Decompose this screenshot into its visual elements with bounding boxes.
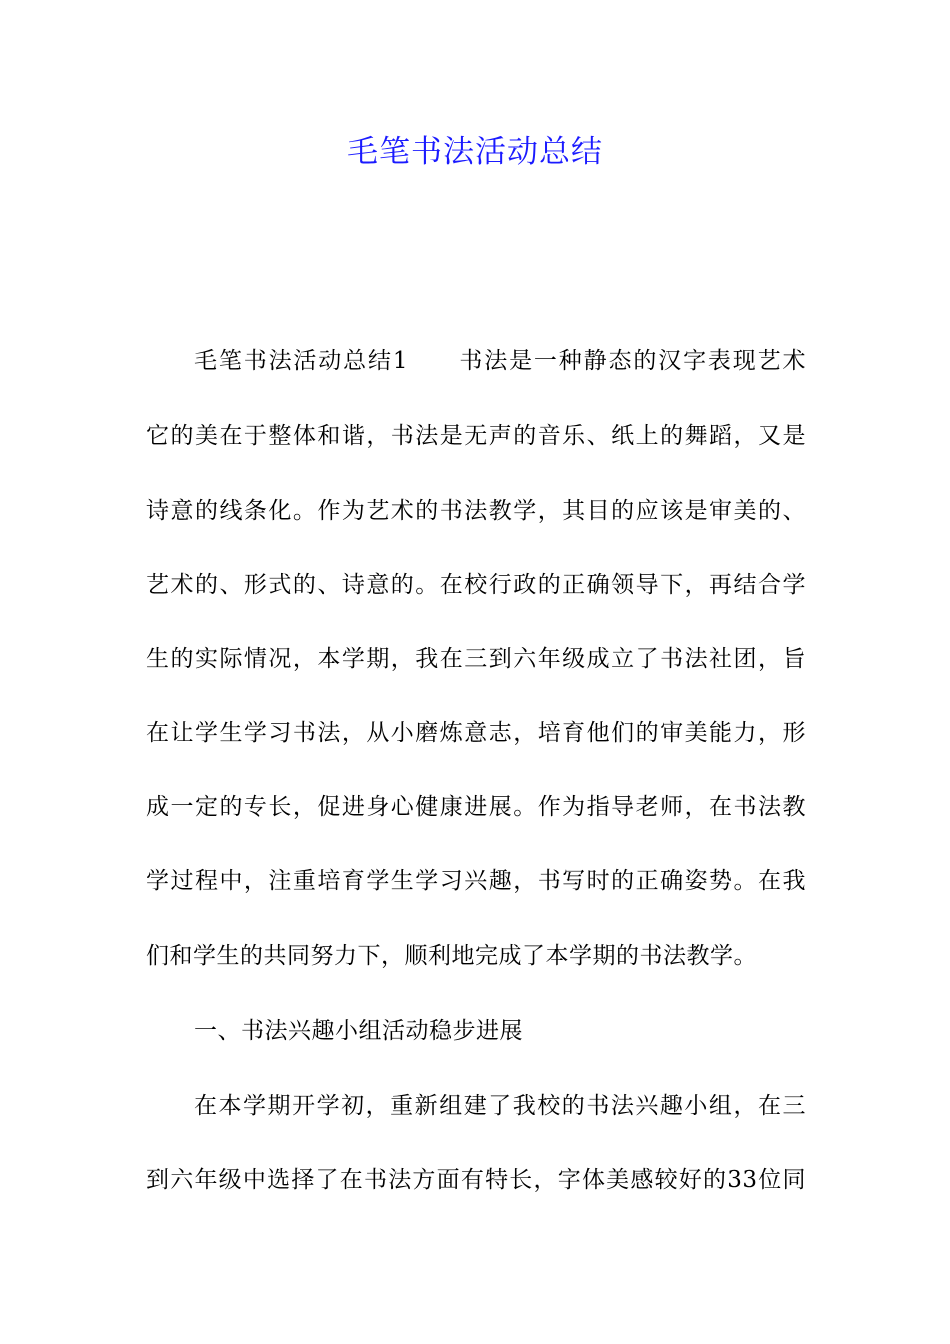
paragraph-line: 在让学生学习书法，从小磨炼意志，培育他们的审美能力，形 <box>146 720 806 746</box>
paragraph-line: 成一定的专长，促进身心健康进展。作为指导老师，在书法教 <box>146 794 806 820</box>
paragraph-line: 生的实际情况，本学期，我在三到六年级成立了书法社团，旨 <box>146 646 806 672</box>
paragraph-line: 们和学生的共同努力下，顺利地完成了本学期的书法教学。 <box>146 943 757 969</box>
paragraph-line: 它的美在于整体和谐，书法是无声的音乐、纸上的舞蹈，又是 <box>146 423 806 449</box>
paragraph-line: 到六年级中选择了在书法方面有特长，字体美感较好的33位同 <box>146 1167 806 1193</box>
paragraph-line <box>194 345 806 377</box>
section-heading-inline: 毛笔书法活动总结1 <box>194 348 408 374</box>
paragraph-line: 在本学期开学初，重新组建了我校的书法兴趣小组，在三 <box>194 1093 806 1119</box>
paragraph-line: 学过程中，注重培育学生学习兴趣，书写时的正确姿势。在我 <box>146 868 806 894</box>
document-title: 毛笔书法活动总结 <box>347 134 603 170</box>
line-text: 书法是一种静态的汉字表现艺术 <box>458 348 807 374</box>
paragraph-line: 诗意的线条化。作为艺术的书法教学，其目的应该是审美的、 <box>146 498 806 524</box>
paragraph-line: 艺术的、形式的、诗意的。在校行政的正确领导下，再结合学 <box>146 572 806 598</box>
section-heading: 一、书法兴趣小组活动稳步进展 <box>194 1018 523 1044</box>
